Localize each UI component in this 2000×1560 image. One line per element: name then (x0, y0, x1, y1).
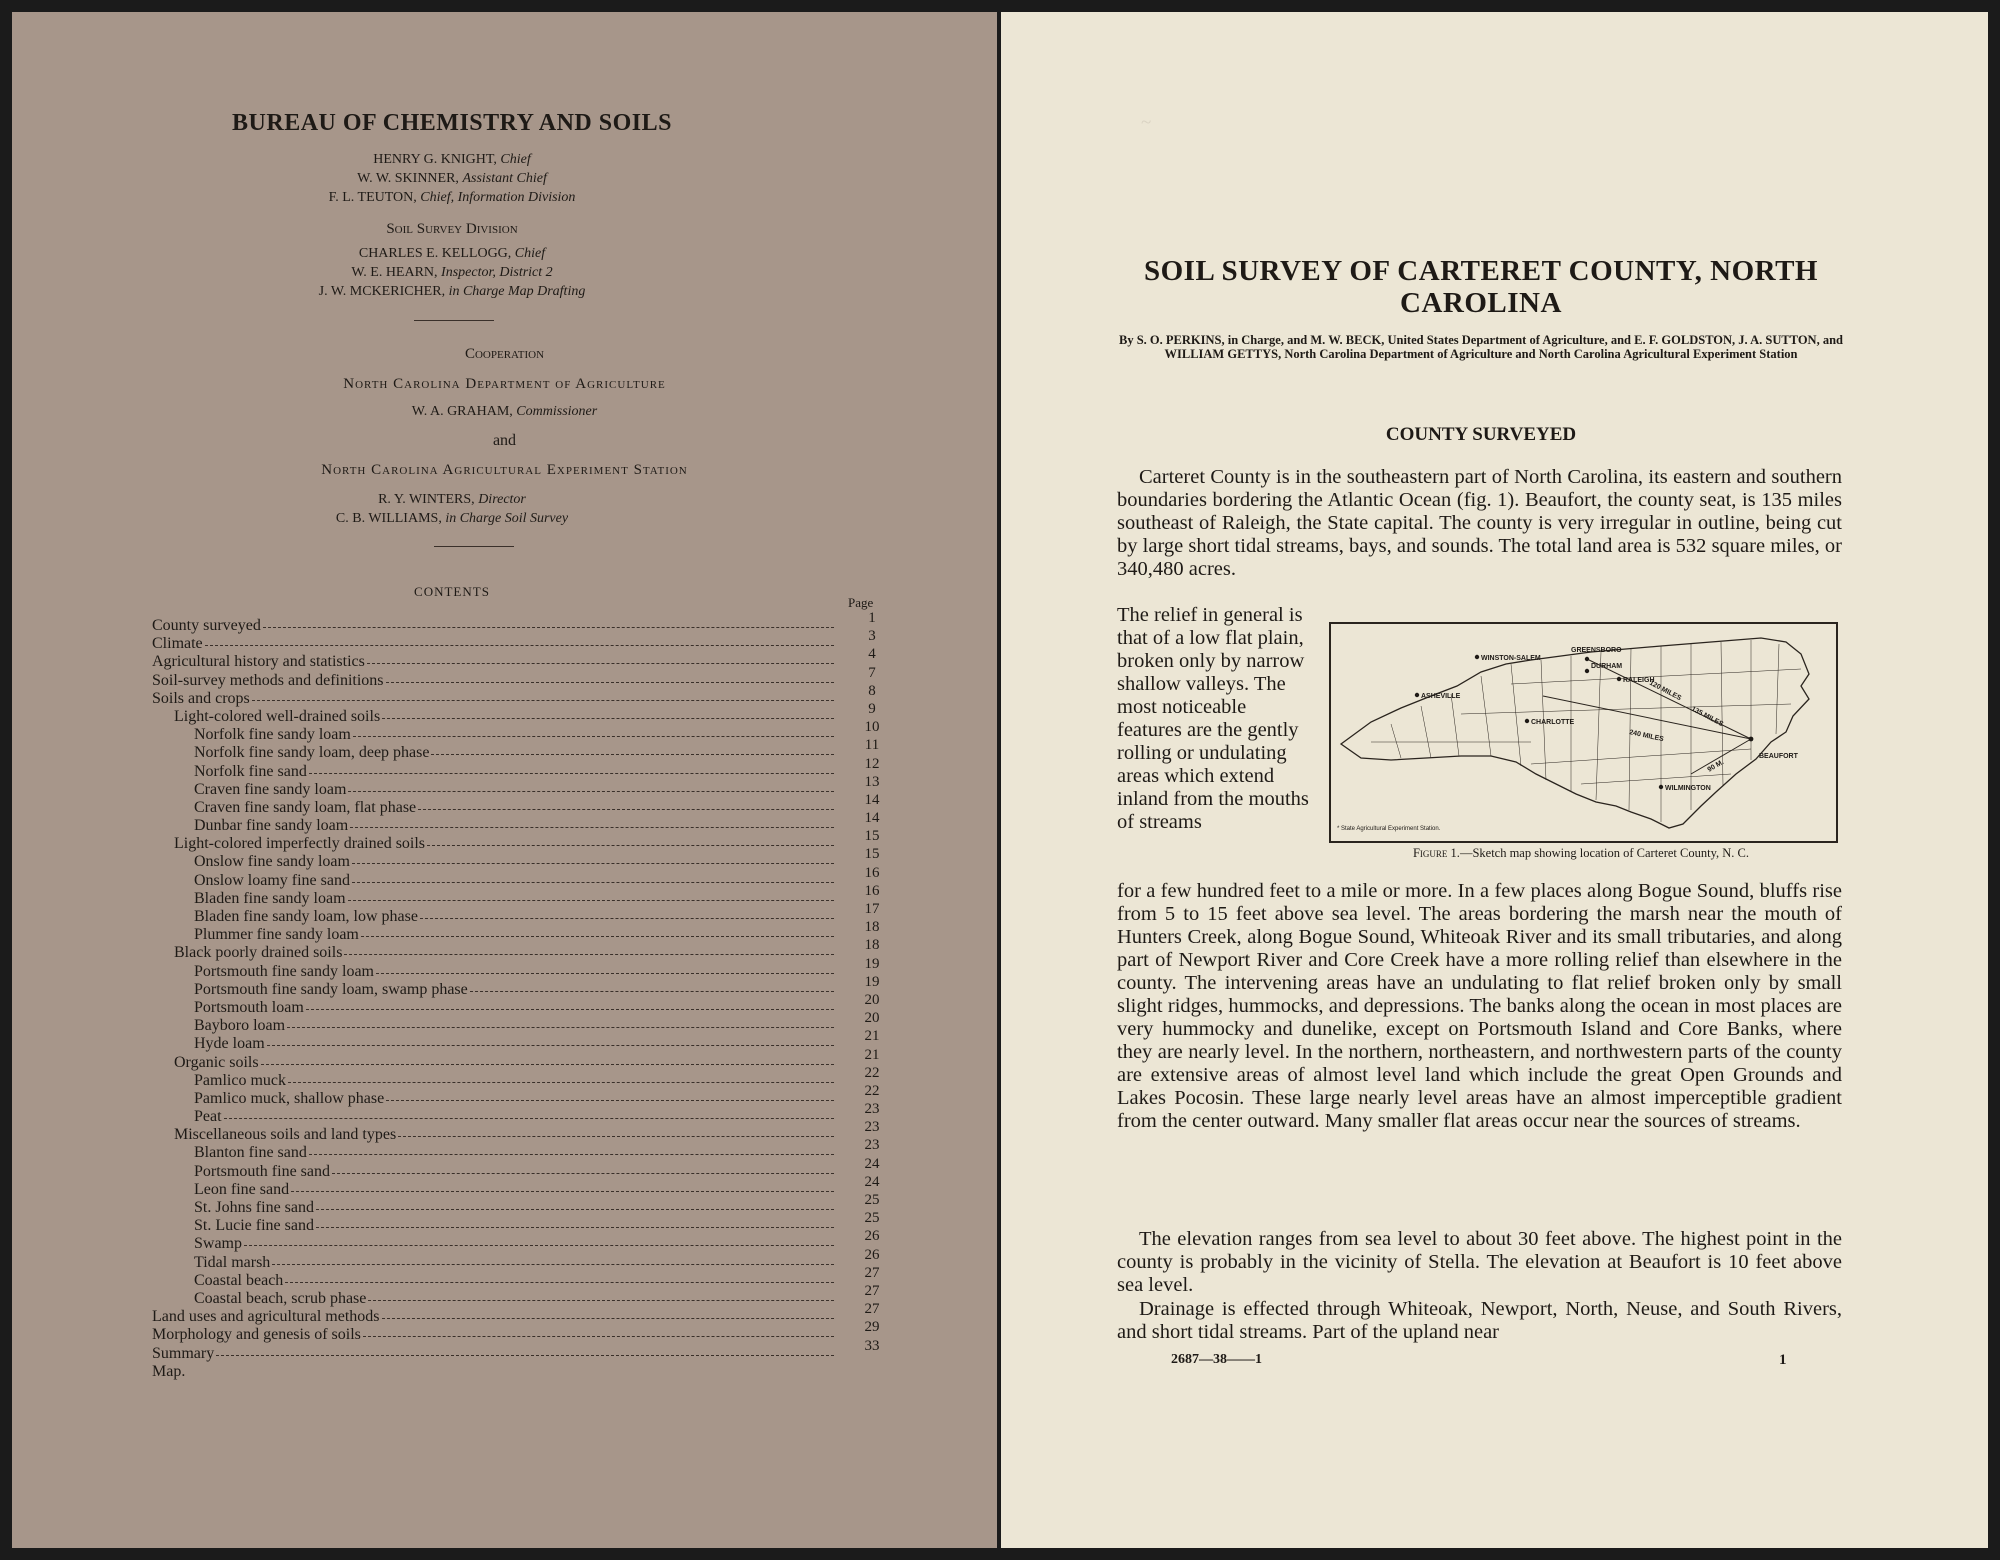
staff-line (132, 188, 772, 207)
paragraph: The elevation ranges from sea level to about 30 feet above. The highest point in the county is probably in the vicinity of Stella. The elevation at Beaufort is 10 feet above sea level. (1117, 1228, 1842, 1296)
paragraph-wrap-text: The relief in general is that of a low flat plain, broken only by narrow shallow valleys. The most noticeable features are the gently rolling or undulating areas which extend inland from the mouths of streams (1117, 604, 1309, 833)
toc-entry (152, 1101, 892, 1126)
toc-entry (152, 828, 892, 853)
toc-entry-page: 7 (868, 664, 876, 681)
toc-entry-page: 27 (864, 1282, 880, 1299)
toc-leader (216, 1355, 834, 1356)
toc-entry-title: Hyde loam (194, 1035, 265, 1053)
toc-entry-title: Onslow loamy fine sand (194, 871, 350, 889)
city-marker (1617, 677, 1621, 681)
toc-leader (244, 1245, 834, 1246)
staff-name: J. W. MCKERICHER, (318, 284, 446, 299)
figure-label: Figure 1. (1412, 846, 1460, 860)
toc-leader (309, 773, 834, 774)
toc-entry-page: 25 (864, 1192, 880, 1208)
toc-entry (152, 864, 892, 890)
toc-entry-page: 24 (864, 1173, 880, 1190)
toc-leader (272, 1264, 834, 1265)
toc-entry-page: 19 (864, 955, 880, 972)
staff-title: Chief (500, 152, 531, 167)
toc-entry-page: 13 (864, 773, 880, 790)
toc-leader (382, 1318, 834, 1319)
paragraph: Carteret County is in the southeastern part of North Carolina, its eastern and southern boundaries bordering the Atlantic Ocean (fig. 1). Beaufort, the county seat, is 135 miles southeast of Raleigh, the State capital. The county is very irregular in outline, being cut by large short tidal streams, bays, and sounds. The total land area is 532 square miles, or 340,480 acres. (1117, 466, 1842, 580)
toc-entry (152, 1282, 892, 1308)
staff-line (132, 509, 772, 528)
toc-leader (348, 791, 834, 792)
city-label: WILMINGTON (1665, 785, 1711, 792)
toc-entry-title: Blanton fine sand (194, 1144, 307, 1162)
toc-entry-title: Bayboro loam (194, 1017, 286, 1035)
toc-entry (152, 1082, 892, 1108)
toc-entry-page: 9 (868, 700, 876, 717)
toc-entry-title: Craven fine sandy loam, flat phase (194, 798, 417, 816)
and-text: and (492, 432, 517, 449)
city-marker (1415, 693, 1419, 697)
toc-leader (368, 1300, 834, 1301)
toc-entry-page: 22 (864, 1082, 880, 1099)
toc-entry-title: Craven fine sandy loam (194, 780, 347, 798)
toc-entry (152, 1173, 892, 1199)
toc-entry-page: 16 (864, 864, 880, 881)
toc-leader (352, 882, 834, 883)
toc-entry-page: 12 (864, 755, 880, 772)
toc-leader (291, 1191, 834, 1192)
toc-entry-title: Portsmouth fine sand (194, 1162, 330, 1180)
toc-entry (152, 664, 892, 690)
toc-entry (152, 1246, 892, 1272)
toc-entry-title: Norfolk fine sandy loam (194, 726, 351, 744)
left-page (12, 12, 997, 1548)
toc-entry-title: Soils and crops (152, 689, 250, 707)
toc-entry-title: Agricultural history and statistics (152, 653, 365, 671)
toc-leader (309, 1154, 834, 1155)
city-label: GREENSBORO (1571, 647, 1622, 654)
toc-entry-title: Bladen fine sandy loam (194, 889, 346, 907)
experiment-station: North Carolina Agricultural Experiment Station (321, 462, 688, 478)
report-title: SOIL SURVEY OF CARTERET COUNTY, NORTH CAROLINA (1144, 255, 1818, 319)
toc-entry-title: Land uses and agricultural methods (152, 1308, 380, 1326)
figure-caption-text: —Sketch map showing location of Carteret County, N. C. (1459, 846, 1750, 860)
toc-leader (332, 1173, 834, 1174)
toc-entry-page: 18 (864, 919, 880, 936)
author-byline (1101, 334, 1861, 361)
toc-leader (252, 700, 834, 701)
toc-leader (470, 991, 834, 992)
toc-entry (152, 1028, 892, 1053)
toc-entry-page: 23 (864, 1101, 880, 1118)
paragraph: for a few hundred feet to a mile or more. In a few places along Bogue Sound, bluffs rise from 5 to 15 feet above sea level. The areas bordering the marsh near the mouth of Hunters Creek, along Bogue Sound, Whiteoak River and its small tributaries, and along part of Newport River and Core Creek have a more rolling relief than elsewhere in the county. The intervening areas have an undulating to flat relief broken only by small slight ridges, hummocks, and depressions. The banks along the ocean in most places are very hummocky and dunelike, except on Portsmouth Island and Core Banks, where they are nearly level. In the northern, northeastern, and northwestern parts of the county are extensive areas of almost level land which include the great Open Grounds and Lakes Pocosin. These large nearly level areas have an almost imperceptible gradient from the center outward. Many smaller flat areas occur near the sources of streams. (1117, 880, 1842, 1132)
toc-entry (152, 1046, 892, 1072)
map-svg (1331, 624, 1836, 841)
toc-leader (224, 1118, 834, 1119)
toc-entry (152, 810, 892, 835)
toc-entry (152, 610, 892, 635)
toc-entry-page: 16 (864, 882, 880, 899)
toc-entry-page: 24 (864, 1155, 880, 1172)
toc-leader (363, 1336, 834, 1337)
toc-entry-title: Organic soils (174, 1053, 259, 1071)
bureau-staff (132, 150, 772, 207)
toc-entry-title: Coastal beach, scrub phase (194, 1289, 367, 1307)
toc-entry (152, 791, 892, 817)
staff-title: Chief, Information Division (420, 190, 576, 205)
toc-entry (152, 973, 892, 999)
byline-authors: S. O. PERKINS, in Charge, and M. W. BECK, United States Department of Agriculture, and E. F. GOLDSTON, J. A. SUTTON, and WILLIAM GETTYS, North Carolina Department of Agriculture and North Carolina Agricultural Experiment Station (1136, 333, 1843, 361)
city-label: BEAUFORT (1759, 753, 1798, 760)
staff-line (132, 263, 772, 282)
county-lines (1371, 640, 1801, 822)
toc-leader (367, 663, 834, 664)
toc-leader (288, 1082, 834, 1083)
toc-leader (353, 736, 834, 737)
toc-entry (152, 937, 892, 962)
toc-entry-title: St. Lucie fine sand (194, 1217, 314, 1235)
distance-label: 240 MILES (1628, 729, 1665, 744)
city-label: RALEIGH (1623, 677, 1655, 684)
staff-name: CHARLES E. KELLOGG, (358, 246, 512, 261)
toc-entry-page: 27 (864, 1301, 880, 1318)
toc-leader (261, 1064, 834, 1065)
toc-entry-title: Light-colored well-drained soils (174, 707, 381, 725)
nc-sketch-map (1329, 622, 1838, 843)
staff-name: W. A. GRAHAM, (411, 404, 513, 419)
toc-entry-title: Swamp (194, 1235, 242, 1253)
staff-name: C. B. WILLIAMS, (335, 511, 442, 526)
toc-entry-page: 4 (868, 646, 876, 663)
staff-title: Assistant Chief (462, 171, 547, 186)
toc-entry (152, 700, 892, 726)
toc-leader (382, 718, 834, 719)
toc-entry-title: Bladen fine sandy loam, low phase (194, 908, 418, 925)
toc-entry-title: Dunbar fine sandy loam (194, 817, 349, 835)
toc-entry (152, 1064, 892, 1090)
toc-entry-page: 11 (864, 737, 880, 754)
toc-entry-title: Portsmouth fine sandy loam, swamp phase (194, 980, 468, 998)
divider-rule (434, 546, 514, 547)
staff-name: HENRY G. KNIGHT, (373, 152, 497, 167)
toc-leader (267, 1045, 834, 1046)
toc-entry-page: 25 (864, 1210, 880, 1227)
toc-leader (386, 682, 834, 683)
toc-entry-page: 14 (864, 791, 880, 808)
toc-entry (152, 1010, 892, 1035)
toc-entry (152, 1363, 892, 1381)
section-heading: COUNTY SURVEYED (1385, 424, 1577, 445)
staff-title: Chief (514, 246, 546, 261)
toc-leader (386, 1100, 834, 1101)
toc-entry-page: 26 (864, 1228, 880, 1245)
toc-entry-page: 20 (864, 1010, 880, 1027)
toc-entry-title: St. Johns fine sand (194, 1199, 314, 1216)
toc-entry (152, 1319, 892, 1344)
toc-entry-page: 1 (868, 610, 876, 626)
toc-entry (152, 1337, 892, 1363)
staff-line (132, 244, 772, 263)
toc-entry-title: Pamlico muck, shallow phase (194, 1089, 385, 1107)
divider-rule (414, 320, 494, 321)
map-legend: * State Agricultural Experiment Station. (1337, 826, 1441, 832)
toc-entry (152, 646, 892, 671)
toc-entry-page: 27 (864, 1264, 880, 1281)
toc-entry-title: Peat (194, 1108, 222, 1126)
bureau-heading: BUREAU OF CHEMISTRY AND SOILS (232, 110, 672, 136)
toc-entry-title: Soil-survey methods and definitions (152, 671, 384, 689)
page-column-heading: Page (848, 595, 874, 610)
toc-entry-page: 3 (868, 628, 876, 645)
toc-entry (152, 737, 892, 762)
toc-leader (420, 918, 834, 919)
staff-line (132, 150, 772, 169)
toc-entry (152, 755, 892, 781)
toc-entry-title: Climate (152, 635, 203, 653)
staff-title: Commissioner (516, 404, 598, 419)
toc-leader (306, 1009, 834, 1010)
toc-entry (152, 1192, 892, 1217)
toc-leader (287, 1027, 834, 1028)
toc-entry-page: 23 (864, 1137, 880, 1154)
toc-entry (152, 1137, 892, 1162)
toc-entry-title: Plummer fine sandy loam (194, 926, 359, 944)
toc-leader (352, 863, 834, 864)
toc-entry-page: 29 (864, 1319, 880, 1336)
toc-entry-page: 20 (864, 991, 880, 1008)
toc-leader (376, 973, 834, 974)
city-label: WINSTON-SALEM (1481, 655, 1541, 662)
toc-leader (431, 754, 834, 755)
toc-entry-page: 17 (864, 901, 880, 917)
toc-entry-page: 15 (864, 828, 880, 845)
toc-entry (152, 882, 892, 908)
toc-entry-page: 23 (864, 1119, 880, 1136)
toc-entry-title: Norfolk fine sandy loam, deep phase (194, 744, 430, 762)
city-marker (1475, 655, 1479, 659)
table-of-contents (152, 610, 892, 1381)
staff-name: R. Y. WINTERS, (378, 492, 475, 507)
bleed-through-text: ~ (1141, 112, 1152, 133)
city-label: ASHEVILLE (1421, 693, 1461, 700)
toc-entry-page: 26 (864, 1246, 880, 1263)
toc-entry (152, 1301, 892, 1326)
toc-entry-title: Miscellaneous soils and land types (174, 1126, 397, 1144)
staff-title: in Charge Soil Survey (445, 511, 569, 526)
staff-title: Inspector, District 2 (441, 265, 553, 280)
figure-caption (1321, 846, 1841, 861)
commissioner-line (12, 404, 997, 420)
city-marker (1585, 669, 1589, 673)
toc-entry-page: 19 (864, 973, 880, 990)
toc-entry-title: Tidal marsh (194, 1253, 271, 1271)
toc-entry (152, 846, 892, 871)
toc-entry-page: 33 (864, 1337, 880, 1354)
toc-leader (348, 900, 834, 901)
toc-entry (152, 1264, 892, 1290)
toc-entry-title: Coastal beach (194, 1271, 284, 1289)
city-marker (1585, 657, 1589, 661)
distance-line (1587, 659, 1751, 739)
toc-entry-page: 15 (864, 846, 880, 863)
toc-entry (152, 628, 892, 653)
toc-entry-title: Summary (152, 1344, 215, 1362)
contents-heading: CONTENTS (414, 584, 490, 599)
toc-entry-page: 22 (864, 1064, 880, 1081)
toc-entry (152, 682, 892, 708)
toc-entry (152, 919, 892, 944)
toc-leader (316, 1227, 834, 1228)
toc-entry-page: 21 (864, 1046, 880, 1063)
toc-entry-title: Norfolk fine sand (194, 762, 307, 780)
toc-entry (152, 773, 892, 799)
toc-leader (418, 809, 834, 810)
toc-entry-title: County surveyed (152, 617, 261, 634)
soil-survey-division: Soil Survey Division (386, 221, 518, 237)
distance-label: 90 M. (1706, 758, 1726, 774)
staff-name: W. E. HEARN, (351, 265, 438, 280)
staff-title: in Charge Map Drafting (448, 284, 586, 299)
toc-entry-title: Morphology and genesis of soils (152, 1326, 361, 1344)
city-label: DURHAM (1591, 663, 1623, 670)
toc-entry-page: 14 (864, 810, 880, 827)
staff-name: F. L. TEUTON, (328, 190, 417, 205)
byline-by: By (1119, 333, 1134, 347)
division-staff (132, 244, 772, 301)
staff-line (132, 490, 772, 509)
distance-label: 135 MILES (1690, 705, 1725, 729)
staff-title: Director (478, 492, 526, 507)
toc-entry (152, 955, 892, 981)
nc-department-agriculture: North Carolina Department of Agriculture (343, 376, 666, 392)
toc-entry-title: Map. (152, 1362, 186, 1380)
city-marker (1525, 719, 1529, 723)
toc-entry-title: Portsmouth fine sandy loam (194, 962, 374, 980)
toc-entry (152, 1119, 892, 1144)
toc-entry (152, 1155, 892, 1181)
toc-entry-title: Pamlico muck (194, 1071, 286, 1089)
city-label: CHARLOTTE (1531, 719, 1575, 726)
toc-leader (285, 1282, 834, 1283)
toc-leader (205, 645, 834, 646)
toc-entry (152, 991, 892, 1017)
toc-entry-title: Black poorly drained soils (174, 944, 343, 962)
toc-leader (361, 936, 834, 937)
toc-entry-page: 10 (864, 719, 880, 736)
station-staff (132, 490, 772, 528)
toc-leader (316, 1209, 834, 1210)
city-marker (1659, 785, 1663, 789)
cooperation-heading: Cooperation (464, 346, 545, 362)
city-markers (1415, 655, 1754, 789)
page-number: 1 (1779, 1352, 1787, 1368)
toc-leader (263, 627, 834, 628)
paragraph: Drainage is effected through Whiteoak, Newport, North, Neuse, and South Rivers, and short tidal streams. Part of the upland near (1117, 1298, 1842, 1343)
staff-line (132, 169, 772, 188)
toc-leader (398, 1136, 834, 1137)
print-code: 2687—38——1 (1171, 1352, 1262, 1367)
toc-leader (350, 827, 834, 828)
toc-entry (152, 719, 892, 744)
toc-entry-title: Onslow fine sandy loam (194, 853, 350, 871)
city-marker (1749, 737, 1754, 742)
toc-leader (344, 954, 834, 955)
toc-entry (152, 901, 892, 926)
staff-name: W. W. SKINNER, (357, 171, 459, 186)
toc-entry-title: Light-colored imperfectly drained soils (174, 835, 426, 853)
toc-entry-title: Leon fine sand (194, 1180, 290, 1198)
toc-entry-page: 18 (864, 937, 880, 954)
staff-line (132, 282, 772, 301)
toc-entry (152, 1210, 892, 1235)
toc-entry-title: Portsmouth loam (194, 998, 304, 1016)
toc-entry (152, 1228, 892, 1253)
distance-label: 120 MILES (1648, 679, 1683, 703)
toc-entry-page: 8 (868, 682, 876, 699)
toc-entry-page: 21 (864, 1028, 880, 1045)
toc-leader (427, 845, 834, 846)
right-page (1001, 12, 1988, 1548)
